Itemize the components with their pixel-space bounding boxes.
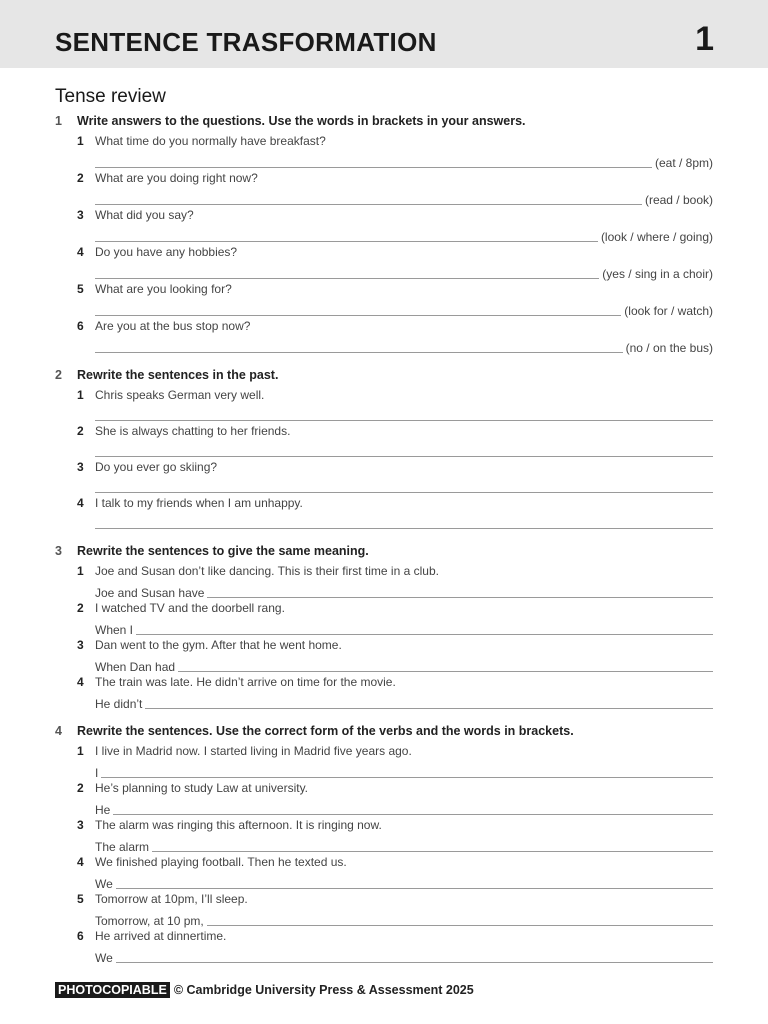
item-hint: (look for / watch)	[624, 304, 713, 318]
item-question: He’s planning to study Law at university.	[95, 781, 309, 795]
item-number: 3	[77, 638, 84, 652]
item-number: 4	[77, 496, 84, 510]
answer-line[interactable]	[95, 582, 713, 601]
item-number: 2	[77, 171, 84, 185]
exercise-item	[77, 564, 713, 601]
exercise-instruction: Write answers to the questions. Use the words in brackets in your answers.	[77, 114, 526, 128]
item-number: 4	[77, 245, 84, 259]
exercise-item	[77, 638, 713, 675]
exercise-item	[77, 855, 713, 892]
item-prefix: When I	[95, 623, 134, 637]
page-header	[0, 0, 768, 68]
item-number: 6	[77, 929, 84, 943]
item-number: 3	[77, 818, 84, 832]
item-question: Tomorrow at 10pm, I’ll sleep.	[95, 892, 248, 906]
answer-line[interactable]	[95, 189, 713, 208]
item-question: I watched TV and the doorbell rang.	[95, 601, 285, 615]
answer-line[interactable]	[95, 263, 713, 282]
item-prefix: We	[95, 877, 113, 891]
exercise-instruction: Rewrite the sentences to give the same meaning.	[77, 544, 369, 558]
answer-line[interactable]	[95, 226, 713, 245]
exercise-item	[77, 892, 713, 929]
item-question: The train was late. He didn’t arrive on time for the movie.	[95, 675, 396, 689]
exercise-instruction: Rewrite the sentences in the past.	[77, 368, 279, 382]
exercise-item	[77, 781, 713, 818]
answer-line[interactable]	[95, 442, 713, 460]
exercise-3	[55, 544, 713, 712]
page-title: SENTENCE TRASFORMATION	[55, 27, 437, 57]
item-question: She is always chatting to her friends.	[95, 424, 291, 438]
item-prefix: He	[95, 803, 111, 817]
exercise-item	[77, 601, 713, 638]
answer-line[interactable]	[95, 947, 713, 966]
item-prefix: Joe and Susan have	[95, 586, 205, 600]
exercise-item	[77, 319, 713, 356]
exercise-item	[77, 675, 713, 712]
item-question: What are you doing right now?	[95, 171, 258, 185]
answer-line[interactable]	[95, 406, 713, 424]
exercise-1	[55, 114, 713, 356]
item-question: Do you ever go skiing?	[95, 460, 218, 474]
answer-line[interactable]	[95, 656, 713, 675]
exercise-number: 4	[55, 724, 62, 738]
answer-line[interactable]	[95, 152, 713, 171]
item-question: The alarm was ringing this afternoon. It is ringing now.	[95, 818, 382, 832]
exercise-number: 1	[55, 114, 62, 128]
item-number: 1	[77, 564, 84, 578]
item-question: Chris speaks German very well.	[95, 388, 265, 402]
item-question: What did you say?	[95, 208, 194, 222]
item-question: He arrived at dinnertime.	[95, 929, 227, 943]
exercise-heading	[55, 724, 713, 744]
item-hint: (eat / 8pm)	[654, 156, 713, 170]
worksheet-content	[55, 114, 713, 978]
exercise-number: 3	[55, 544, 62, 558]
item-number: 4	[77, 675, 84, 689]
item-number: 4	[77, 855, 84, 869]
item-number: 6	[77, 319, 84, 333]
item-prefix: He didn’t	[95, 697, 143, 711]
page-footer	[55, 982, 474, 998]
exercise-item	[77, 929, 713, 966]
item-number: 2	[77, 601, 84, 615]
item-number: 5	[77, 892, 84, 906]
item-question: Dan went to the gym. After that he went home.	[95, 638, 342, 652]
answer-line[interactable]	[95, 910, 713, 929]
item-number: 2	[77, 424, 84, 438]
exercise-item	[77, 245, 713, 282]
item-question: I talk to my friends when I am unhappy.	[95, 496, 303, 510]
exercise-item	[77, 424, 713, 460]
exercise-item	[77, 496, 713, 532]
item-number: 2	[77, 781, 84, 795]
photocopiable-badge: PHOTOCOPIABLE	[55, 982, 170, 998]
answer-line[interactable]	[95, 873, 713, 892]
exercise-instruction: Rewrite the sentences. Use the correct form of the verbs and the words in brackets.	[77, 724, 574, 738]
exercise-4	[55, 724, 713, 966]
item-question: Are you at the bus stop now?	[95, 319, 251, 333]
item-question: I live in Madrid now. I started living in Madrid five years ago.	[95, 744, 412, 758]
item-prefix: I	[95, 766, 99, 780]
item-number: 3	[77, 460, 84, 474]
exercise-item	[77, 818, 713, 855]
item-number: 3	[77, 208, 84, 222]
section-subtitle: Tense review	[55, 86, 166, 107]
item-question: What are you looking for?	[95, 282, 232, 296]
item-number: 1	[77, 134, 84, 148]
item-question: What time do you normally have breakfast?	[95, 134, 326, 148]
item-hint: (no / on the bus)	[625, 341, 713, 355]
exercise-item	[77, 460, 713, 496]
item-number: 1	[77, 388, 84, 402]
answer-line[interactable]	[95, 762, 713, 781]
item-question: Do you have any hobbies?	[95, 245, 238, 259]
item-prefix: The alarm	[95, 840, 150, 854]
item-prefix: Tomorrow, at 10 pm,	[95, 914, 204, 928]
answer-line[interactable]	[95, 478, 713, 496]
item-hint: (look / where / going)	[600, 230, 713, 244]
exercise-item	[77, 744, 713, 781]
answer-line[interactable]	[95, 514, 713, 532]
answer-line[interactable]	[95, 337, 713, 356]
exercise-item	[77, 282, 713, 319]
item-question: Joe and Susan don’t like dancing. This is their first time in a club.	[95, 564, 439, 578]
exercise-heading	[55, 114, 713, 134]
item-number: 1	[77, 744, 84, 758]
unit-number: 1	[695, 20, 714, 58]
answer-line[interactable]	[95, 300, 713, 319]
exercise-2	[55, 368, 713, 532]
exercise-item	[77, 171, 713, 208]
exercise-number: 2	[55, 368, 62, 382]
answer-line[interactable]	[95, 799, 713, 818]
exercise-heading	[55, 544, 713, 564]
item-prefix: We	[95, 951, 113, 965]
exercise-item	[77, 134, 713, 171]
answer-line[interactable]	[95, 836, 713, 855]
copyright-text: © Cambridge University Press & Assessment 2025	[173, 983, 474, 997]
item-hint: (read / book)	[644, 193, 713, 207]
item-question: We finished playing football. Then he texted us.	[95, 855, 347, 869]
exercise-item	[77, 208, 713, 245]
answer-line[interactable]	[95, 619, 713, 638]
exercise-heading	[55, 368, 713, 388]
item-prefix: When Dan had	[95, 660, 176, 674]
item-hint: (yes / sing in a choir)	[602, 267, 713, 281]
answer-line[interactable]	[95, 693, 713, 712]
exercise-item	[77, 388, 713, 424]
item-number: 5	[77, 282, 84, 296]
